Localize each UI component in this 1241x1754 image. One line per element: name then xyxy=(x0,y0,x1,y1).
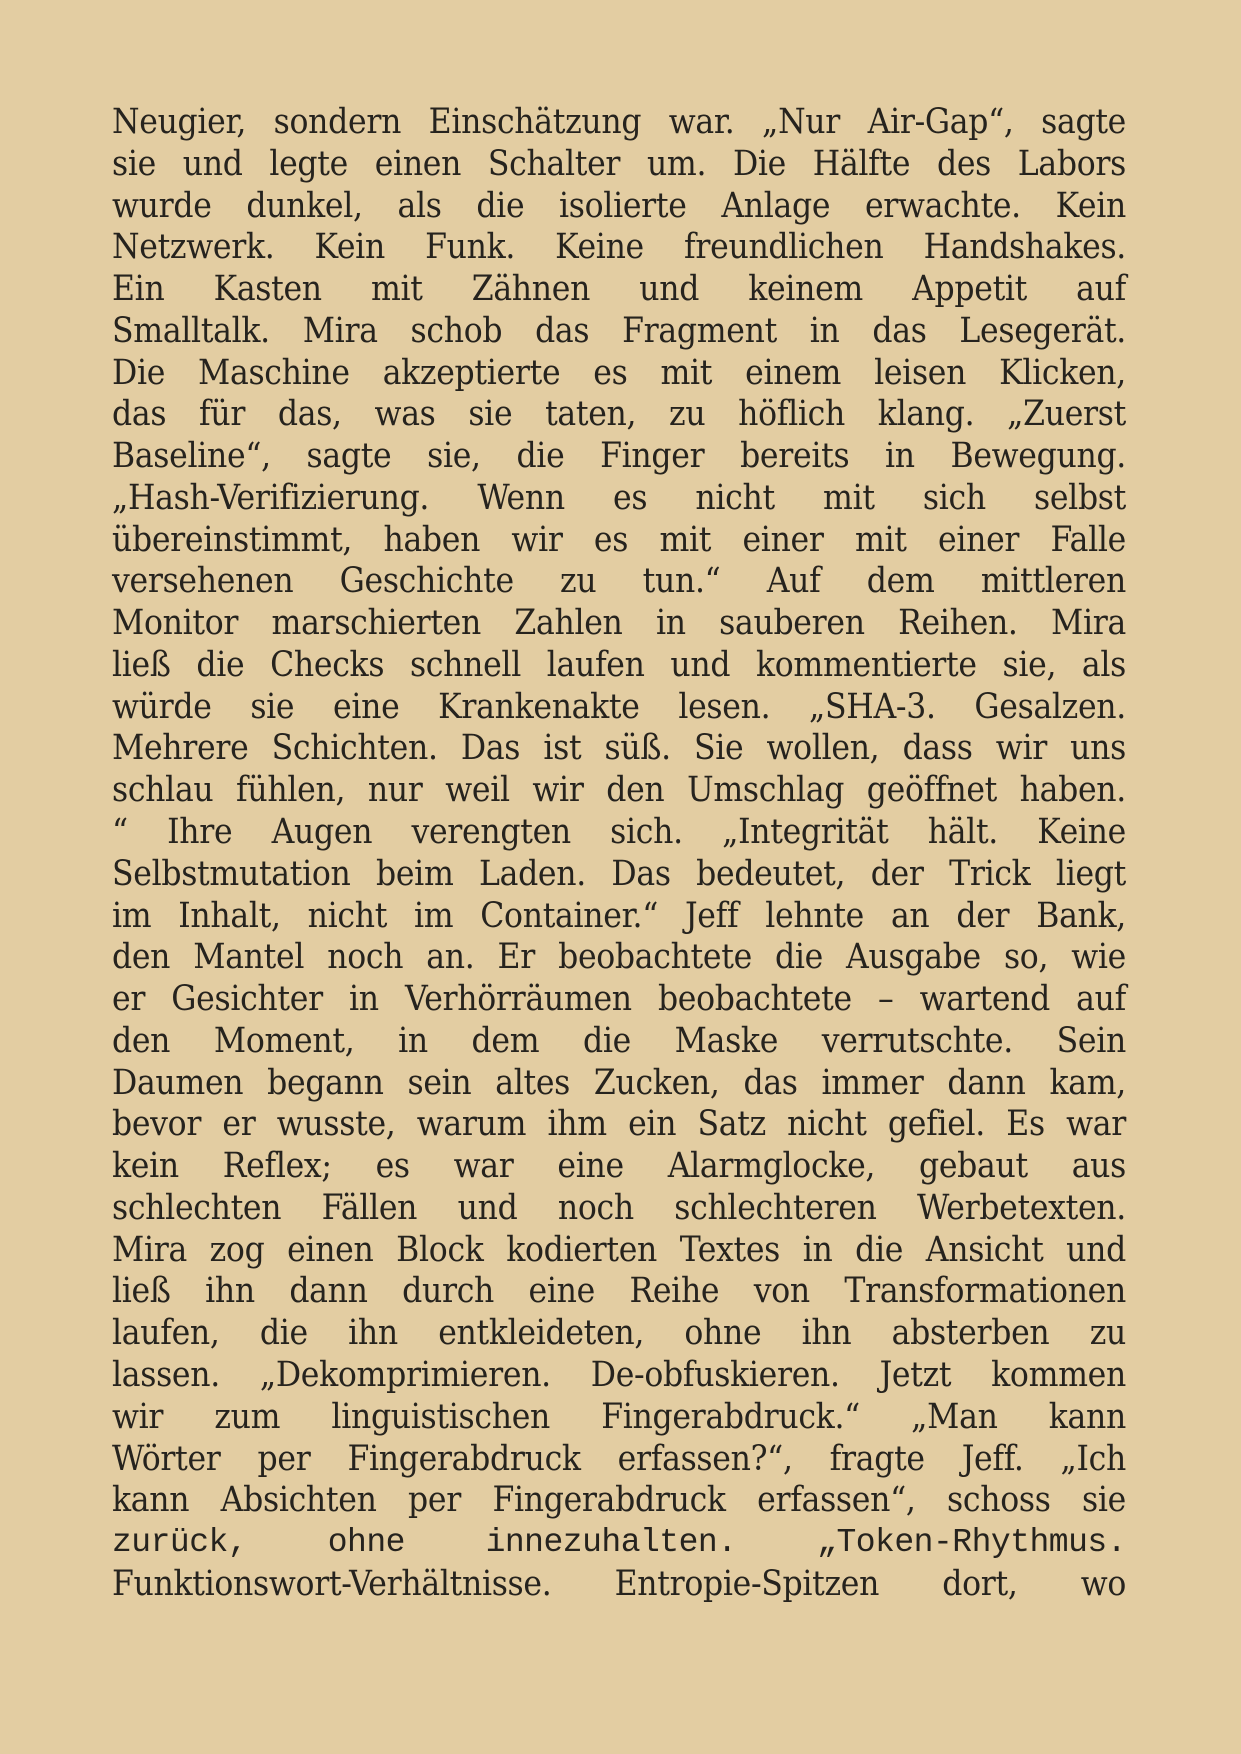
text-line: übereinstimmt, haben wir es mit einer mit einer Falle xyxy=(112,519,1126,560)
text-line: “ Ihre Augen verengten sich. „Integrität hält. Keine xyxy=(112,812,1126,853)
text-line: schlau fühlen, nur weil wir den Umschlag geöffnet haben. xyxy=(112,770,1126,811)
text-line: würde sie eine Krankenakte lesen. „SHA-3. Gesalzen. xyxy=(112,686,1126,727)
text-line: Mira zog einen Block kodierten Textes in die Ansicht und xyxy=(112,1229,1126,1270)
text-line: den Mantel noch an. Er beobachtete die Ausgabe so, wie xyxy=(112,937,1126,978)
text-line: Netzwerk. Kein Funk. Keine freundlichen Handshakes. xyxy=(112,227,1126,268)
text-line: „Hash-Verifizierung. Wenn es nicht mit sich selbst xyxy=(112,477,1126,518)
text-line: Daumen begann sein altes Zucken, das immer dann kam, xyxy=(112,1062,1126,1103)
text-line: laufen, die ihn entkleideten, ohne ihn absterben zu xyxy=(112,1313,1126,1354)
text-line: Die Maschine akzeptierte es mit einem leisen Klicken, xyxy=(112,352,1126,393)
text-line: versehenen Geschichte zu tun.“ Auf dem mittleren xyxy=(112,561,1126,602)
text-line: das für das, was sie taten, zu höflich klang. „Zuerst xyxy=(112,394,1126,435)
text-line: Ein Kasten mit Zähnen und keinem Appetit auf xyxy=(112,269,1126,310)
text-line: den Moment, in dem die Maske verrutschte. Sein xyxy=(112,1020,1126,1061)
text-line: Wörter per Fingerabdruck erfassen?“, fragte Jeff. „Ich xyxy=(112,1438,1126,1479)
text-line: Monitor marschierten Zahlen in sauberen Reihen. Mira xyxy=(112,603,1126,644)
text-line: kann Absichten per Fingerabdruck erfassen“, schoss sie xyxy=(112,1480,1126,1521)
text-line: Neugier, sondern Einschätzung war. „Nur Air-Gap“, sagte xyxy=(112,102,1126,142)
text-line: zurück, ohne innezuhalten. „Token-Rhythmus. xyxy=(112,1524,1126,1562)
text-line: er Gesichter in Verhörräumen beobachtete – wartend auf xyxy=(112,979,1126,1020)
text-line: bevor er wusste, warum ihm ein Satz nicht gefiel. Es war xyxy=(112,1104,1126,1145)
text-line: ließ die Checks schnell laufen und kommentierte sie, als xyxy=(112,644,1126,685)
text-line: schlechten Fällen und noch schlechteren Werbetexten. xyxy=(112,1187,1126,1228)
text-line: wir zum linguistischen Fingerabdruck.“ „Man kann xyxy=(112,1396,1126,1437)
text-line: im Inhalt, nicht im Container.“ Jeff lehnte an der Bank, xyxy=(112,895,1126,936)
text-line: Mehrere Schichten. Das ist süß. Sie wollen, dass wir uns xyxy=(112,728,1126,769)
body-text xyxy=(112,102,1126,1606)
text-line: lassen. „Dekomprimieren. De-obfuskieren. Jetzt kommen xyxy=(112,1354,1126,1395)
text-line: Smalltalk. Mira schob das Fragment in das Lesegerät. xyxy=(112,310,1126,351)
text-line: ließ ihn dann durch eine Reihe von Transformationen xyxy=(112,1271,1126,1312)
text-line: kein Reflex; es war eine Alarmglocke, gebaut aus xyxy=(112,1146,1126,1187)
text-line: wurde dunkel, als die isolierte Anlage erwachte. Kein xyxy=(112,185,1126,226)
text-line: Baseline“, sagte sie, die Finger bereits in Bewegung. xyxy=(112,436,1126,477)
text-line: Selbstmutation beim Laden. Das bedeutet, der Trick liegt xyxy=(112,853,1126,894)
text-line: sie und legte einen Schalter um. Die Hälfte des Labors xyxy=(112,143,1126,184)
text-line: Funktionswort-Verhältnisse. Entropie-Spitzen dort, wo xyxy=(112,1563,1126,1604)
